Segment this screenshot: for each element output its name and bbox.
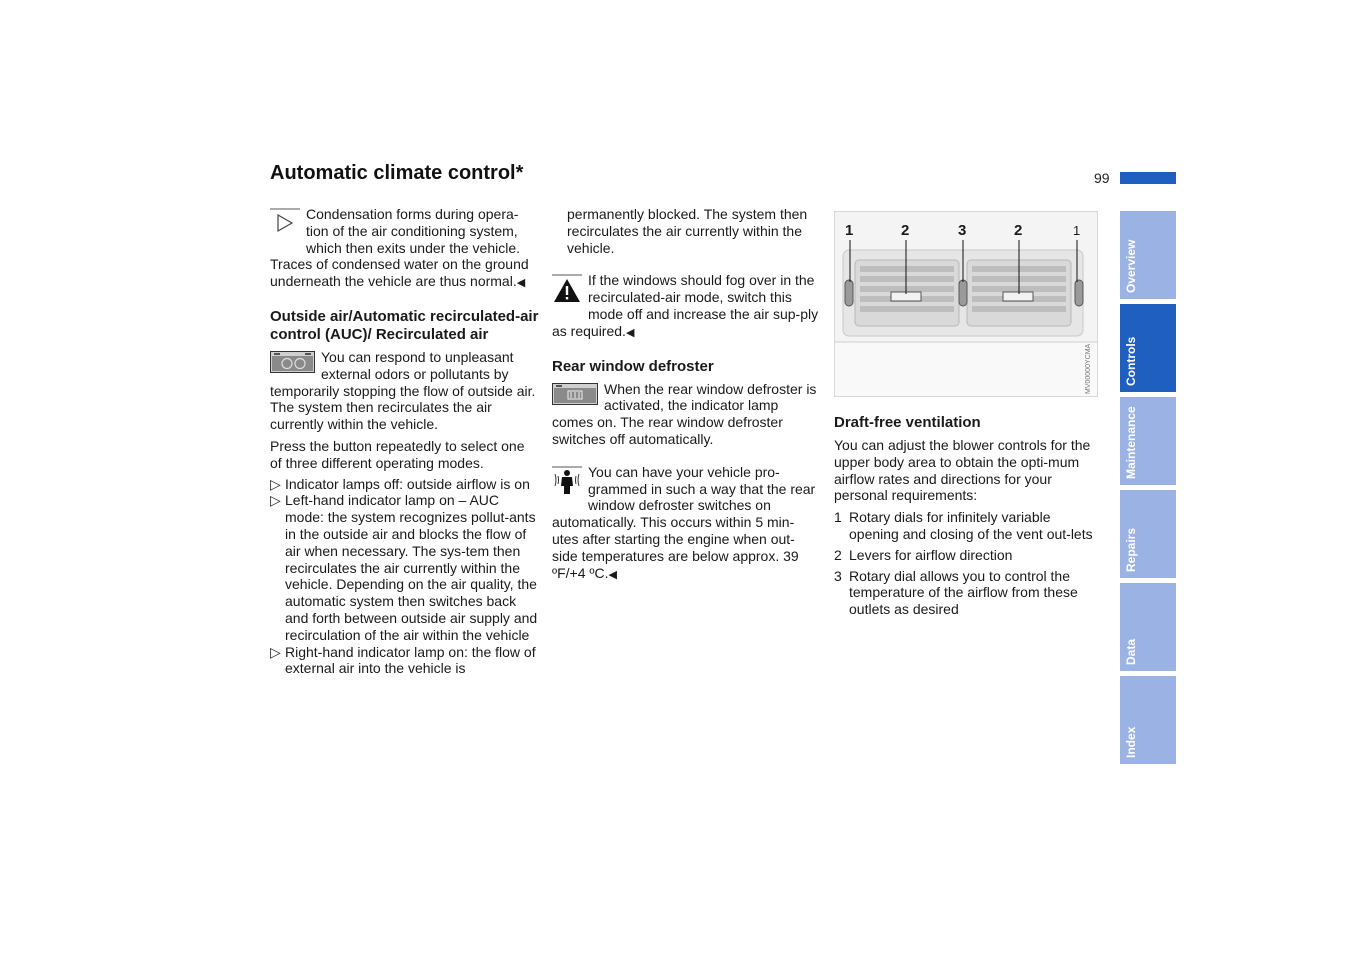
list-item: ▷ Indicator lamps off: outside airflow is on	[270, 475, 530, 492]
note-block	[270, 206, 540, 292]
service-text: You can have your vehicle pro-grammed in such a way that the rear window defroster switches on automatically. This occurs within 5 min-utes after starting the engine when out-side temperatures are below approx. 39 ºF/+4 ºC.	[552, 463, 816, 581]
callout-label: 2	[1014, 222, 1023, 239]
section-heading-ventilation: Draft-free ventilation	[834, 414, 981, 431]
list-item: 1 Rotary dials for infinitely variable opening and closing of the vent out-lets	[834, 509, 1093, 542]
tab-index[interactable]: Index	[1120, 676, 1176, 764]
bullet-icon: ▷	[270, 475, 281, 492]
recirculation-button-icon	[270, 351, 315, 377]
defroster-block	[552, 381, 820, 448]
tab-overview[interactable]: Overview	[1120, 211, 1176, 299]
service-person-icon	[552, 466, 582, 500]
vent-figure	[834, 211, 1098, 397]
section-tabs	[1120, 211, 1176, 769]
section-heading-defroster: Rear window defroster	[552, 357, 714, 375]
end-mark-icon: ◀	[516, 277, 526, 290]
list-item: ▷ Left-hand indicator lamp on – AUC mode: the system recognizes pollut-ants in the outside air and blocks the flow of air when necessary. The sys-tem then recirculates the air currently within the vehicle. Depending on the air quality, the automatic system then switches back and forth between outside air supply and recirculation of the air within the vehicle	[270, 492, 538, 643]
section-color-bar	[1120, 172, 1176, 184]
warning-text: If the windows should fog over in the recirculated-air mode, switch this mode off and increase the air sup-ply as required.	[552, 272, 819, 339]
column-3	[834, 414, 1102, 618]
warning-block	[552, 272, 820, 341]
modes-paragraph: Press the button repeatedly to select one of three different operating modes.	[270, 437, 525, 471]
tab-data[interactable]: Data	[1120, 583, 1176, 671]
ventilation-list	[834, 509, 1102, 618]
page-number: 99	[1094, 170, 1110, 186]
section-heading-recirculation: Outside air/Automatic recirculated-air control (AUC)/ Recirculated air	[270, 307, 539, 343]
continued-text: permanently blocked. The system then recirculates the air currently within the vehicle.	[567, 206, 808, 256]
tab-controls[interactable]: Controls	[1120, 304, 1176, 392]
service-block	[552, 464, 820, 584]
list-item: 2 Levers for airflow direction	[834, 546, 1013, 563]
list-item: ▷ Right-hand indicator lamp on: the flow of external air into the vehicle is	[270, 643, 536, 677]
column-2	[552, 206, 820, 583]
callout-label: 1	[845, 222, 854, 239]
rear-defroster-button-icon	[552, 383, 598, 409]
callout-label: 1	[1073, 223, 1081, 238]
note-text: Condensation forms during opera-tion of the air conditioning system, which then exits under the vehicle. Traces of condensed water on the ground underneath the vehicle are thus normal.	[270, 206, 529, 290]
end-mark-icon: ◀	[625, 326, 635, 339]
tab-repairs[interactable]: Repairs	[1120, 490, 1176, 578]
modes-list	[270, 476, 540, 678]
defroster-text: When the rear window defroster is activated, the indicator lamp comes on. The rear window defroster switches off automatically.	[552, 380, 817, 447]
page-title: Automatic climate control*	[270, 162, 524, 184]
bullet-icon: ▷	[270, 643, 281, 660]
callout-label: 3	[958, 222, 967, 239]
column-1	[270, 206, 540, 677]
vent-illustration	[835, 212, 1097, 396]
bullet-icon: ▷	[270, 492, 281, 509]
recirc-text: You can respond to unpleasant external odors or pollutants by temporarily stopping the flow of outside air. The system then recirculates the air currently within the vehicle.	[270, 348, 536, 433]
recirc-block	[270, 349, 540, 433]
callout-label: 2	[901, 222, 910, 239]
figure-code: MV00000YCMA	[1085, 343, 1092, 394]
end-mark-icon: ◀	[608, 568, 617, 581]
tab-maintenance[interactable]: Maintenance	[1120, 397, 1176, 485]
list-item: 3 Rotary dial allows you to control the temperature of the airflow from these outlets as desired	[834, 567, 1078, 618]
note-arrow-icon	[270, 208, 300, 242]
ventilation-paragraph: You can adjust the blower controls for the upper body area to obtain the opti-mum airflow rates and directions for your personal requirements:	[834, 437, 1091, 504]
warning-icon	[552, 274, 582, 308]
